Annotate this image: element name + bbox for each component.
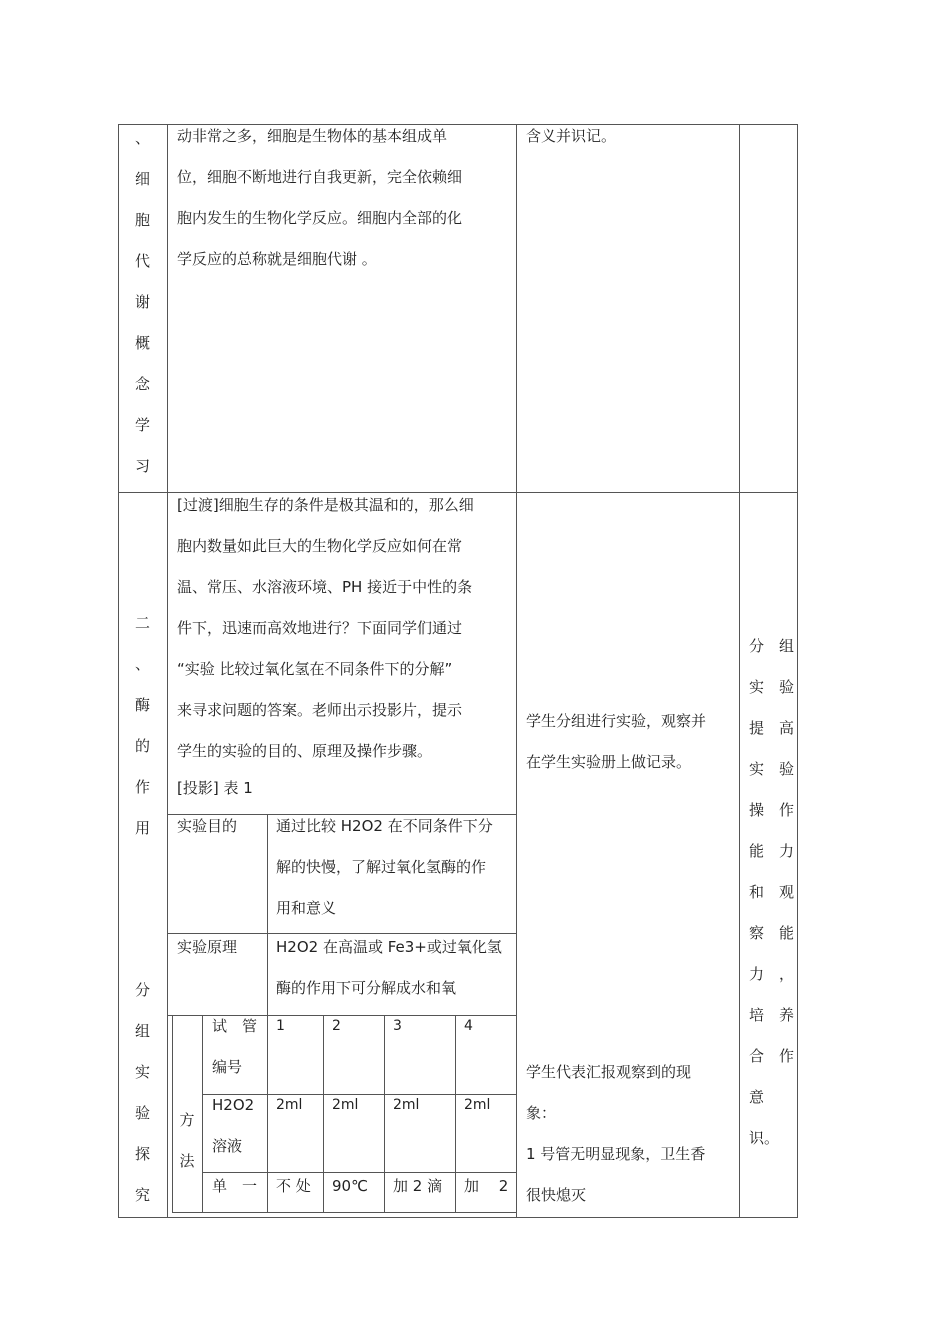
section-title-char: 探 — [134, 1145, 150, 1163]
table1-line — [323, 1015, 324, 1213]
enzyme-intro-text: [过渡]细胞生存的条件是极其温和的，那么细 胞内数量如此巨大的生物化学反应如何在常 温、常压、水溶液环境、PH 接近于中性的条 件下，迅速而高效地进行？下面同学们通过 “实验 比较过氧化氢在不同条件下的分解” 来寻求问题的答案。老师出示投影片，提示 学生的实验的目的、原理及操作步骤。 — [177, 496, 474, 760]
section-title-char: 验 — [134, 1104, 150, 1122]
section-title-char: 酶 — [134, 696, 150, 714]
design-intent-line: 培 养 — [749, 1006, 795, 1024]
design-intent-line: 察 能 — [749, 924, 795, 942]
section-title-char: 组 — [134, 1022, 150, 1040]
table1-line — [202, 1015, 203, 1213]
method-label — [172, 1100, 202, 1182]
tube-number-4: 4 — [464, 1018, 473, 1034]
tube-number-label: 试 管 编号 — [212, 1017, 258, 1076]
h2o2-value-4: 2ml — [464, 1097, 491, 1113]
section-title-char: 胞 — [134, 211, 150, 229]
single-value-4: 加 2 — [464, 1177, 509, 1195]
section-title-char: 习 — [134, 457, 150, 475]
table1-line — [384, 1015, 385, 1213]
design-intent-line: 操 作 — [749, 801, 795, 819]
section-title-char: 用 — [134, 819, 150, 837]
h2o2-value-2: 2ml — [332, 1097, 359, 1113]
section-title-char: 概 — [134, 334, 150, 352]
metabolism-text: 动非常之多，细胞是生物体的基本组成单 位，细胞不断地进行自我更新，完全依赖细 胞内发生的生物化学反应。细胞内全部的化 学反应的总称就是细胞代谢 。 — [177, 127, 463, 268]
method-char: 方 — [179, 1111, 195, 1129]
design-intent-line: 识。 — [749, 1129, 780, 1147]
section-title-char: 究 — [134, 1186, 150, 1204]
design-intent-line: 意 — [749, 1088, 780, 1106]
section-title-char: 的 — [134, 737, 150, 755]
section-title-char: 念 — [134, 375, 150, 393]
student-activity-1: 含义并识记。 — [526, 127, 617, 145]
single-value-2: 90℃ — [332, 1177, 368, 1195]
section-title-char: 实 — [134, 1063, 150, 1081]
section-title-char: 学 — [134, 416, 150, 434]
section-title-char: 细 — [134, 170, 150, 188]
design-intent-line: 提 高 — [749, 719, 795, 737]
design-intent — [749, 626, 793, 1159]
section-title-char: 、 — [134, 655, 150, 673]
design-intent-line: 实 验 — [749, 760, 795, 778]
section-title-char: 代 — [134, 252, 150, 270]
design-intent-line: 合 作 — [749, 1047, 795, 1065]
method-char: 法 — [179, 1152, 195, 1170]
tube-number-1: 1 — [276, 1018, 285, 1034]
design-intent-line: 实 验 — [749, 678, 795, 696]
h2o2-label: H2O2 溶液 — [212, 1096, 255, 1155]
section-title-char: 谢 — [134, 293, 150, 311]
table1-line — [455, 1015, 456, 1213]
table-divider — [167, 124, 168, 1218]
design-intent-line: 力 ， — [749, 965, 795, 983]
table1-line — [267, 814, 268, 1015]
tube-number-3: 3 — [393, 1018, 402, 1034]
table1-line — [267, 1015, 268, 1213]
purpose-text: 通过比较 H2O2 在不同条件下分 解的快慢，了解过氧化氢酶的作 用和意义 — [276, 817, 493, 917]
table-divider — [516, 124, 517, 1218]
design-intent-line: 分 组 — [749, 637, 795, 655]
student-report: 学生代表汇报观察到的现 象： 1 号管无明显现象，卫生香 很快熄灭 — [526, 1063, 706, 1204]
principle-label: 实验原理 — [177, 938, 238, 956]
section-title-metabolism — [118, 118, 167, 487]
design-intent-line: 和 观 — [749, 883, 795, 901]
section-title-char: 作 — [134, 778, 150, 796]
section-title-experiment — [118, 970, 167, 1216]
section-title-char: 分 — [134, 981, 150, 999]
table-divider — [739, 124, 740, 1218]
tube-number-2: 2 — [332, 1018, 341, 1034]
single-value-1: 不 处 — [276, 1177, 311, 1195]
h2o2-value-3: 2ml — [393, 1097, 420, 1113]
section-title-enzyme — [118, 603, 167, 849]
student-activity-2: 学生分组进行实验，观察并 在学生实验册上做记录。 — [526, 712, 707, 771]
single-value-3: 加 2 滴 — [393, 1177, 443, 1195]
table1-line — [172, 1212, 516, 1213]
section-title-char: 二 — [134, 614, 150, 632]
projection-label: [投影] 表 1 — [177, 779, 253, 797]
section-title-char: 、 — [134, 129, 150, 147]
single-variable-label: 单 一 — [212, 1177, 258, 1195]
design-intent-line: 能 力 — [749, 842, 795, 860]
principle-text: H2O2 在高温或 Fe3+或过氧化氢 酶的作用下可分解成水和氧 — [276, 938, 502, 997]
purpose-label: 实验目的 — [177, 817, 238, 835]
h2o2-value-1: 2ml — [276, 1097, 303, 1113]
